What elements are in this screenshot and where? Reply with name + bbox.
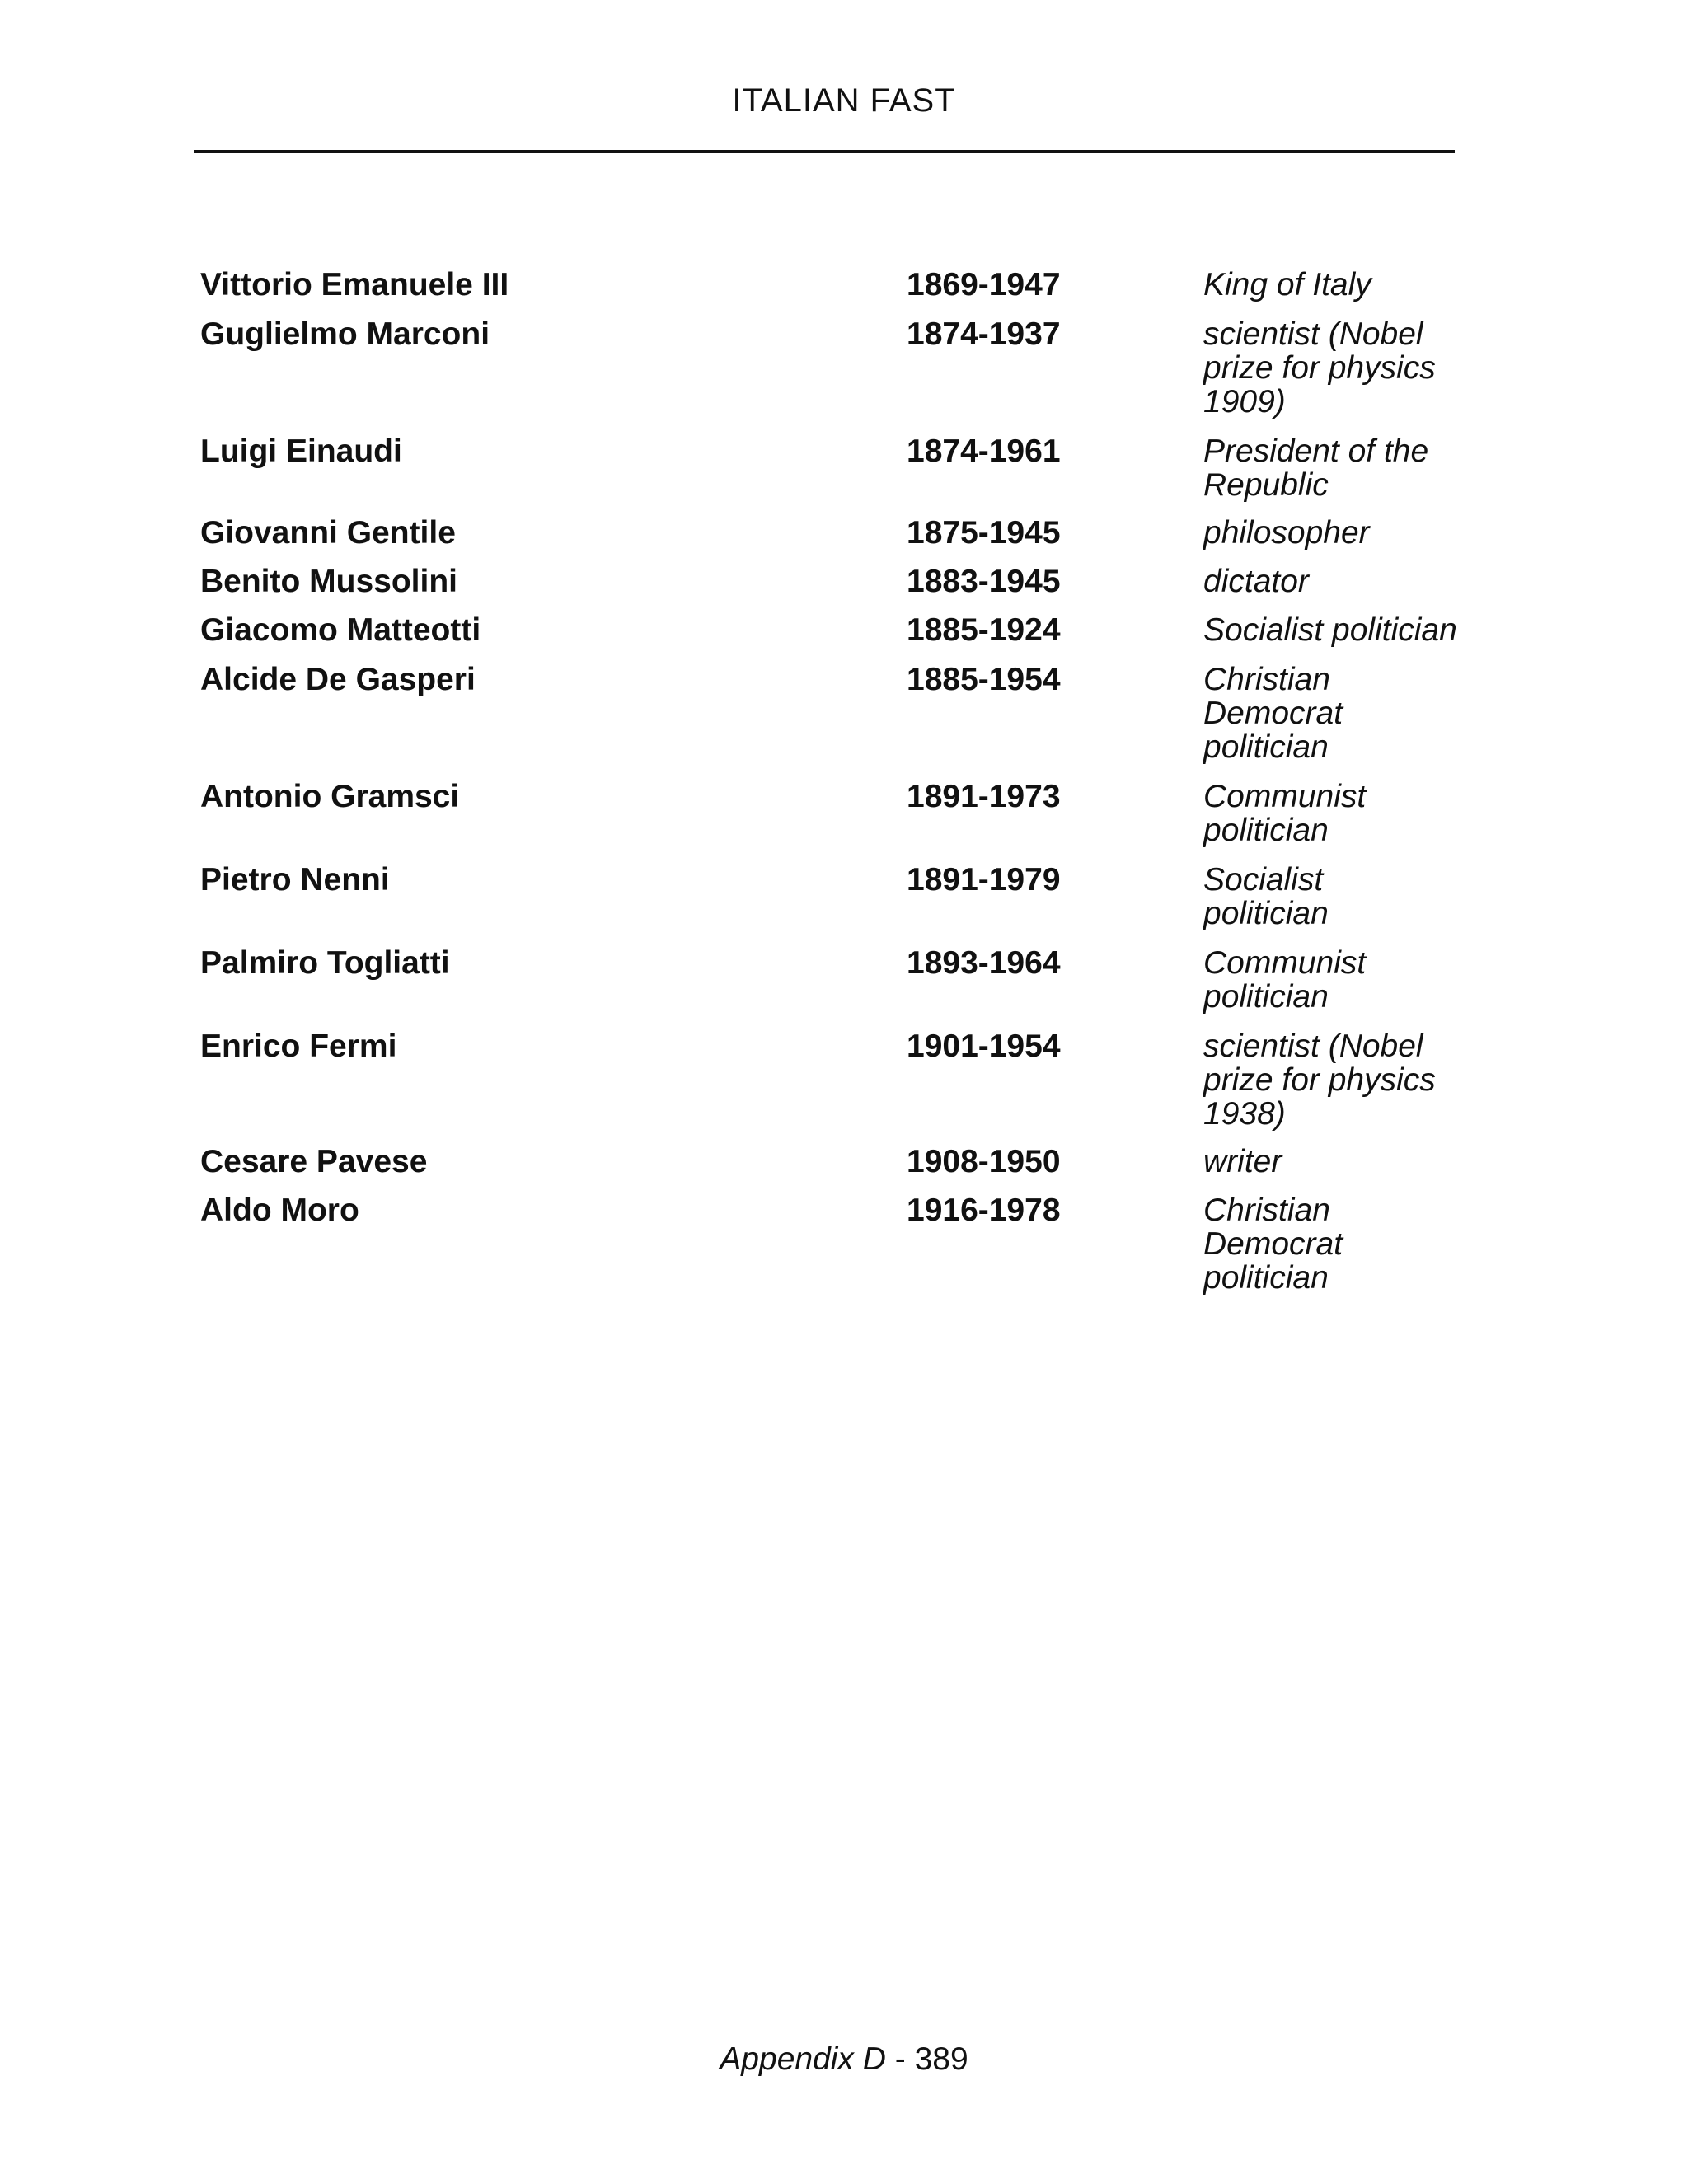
life-years: 1891-1979 xyxy=(907,862,1061,898)
footer-separator: - xyxy=(885,2041,915,2077)
person-name: Vittorio Emanuele III xyxy=(200,267,509,302)
person-name: Giacomo Matteotti xyxy=(200,612,481,648)
appendix-label: Appendix D xyxy=(720,2041,886,2077)
person-role: Communist politician xyxy=(1203,945,1367,1015)
person-role: Socialist politician xyxy=(1203,862,1329,931)
person-role: Socialist politician xyxy=(1203,612,1457,648)
person-name: Antonio Gramsci xyxy=(200,779,460,814)
life-years: 1891-1973 xyxy=(907,779,1061,814)
person-name: Benito Mussolini xyxy=(200,564,457,599)
person-name: Palmiro Togliatti xyxy=(200,945,450,981)
person-role: Communist politician xyxy=(1203,779,1367,848)
person-role: President of the Republic xyxy=(1203,434,1429,503)
life-years: 1883-1945 xyxy=(907,564,1061,599)
person-role: scientist (Nobel prize for physics 1938) xyxy=(1203,1029,1436,1132)
person-role: writer xyxy=(1203,1144,1282,1179)
person-name: Enrico Fermi xyxy=(200,1029,397,1064)
person-role: King of Italy xyxy=(1203,267,1372,302)
person-name: Giovanni Gentile xyxy=(200,515,456,551)
life-years: 1916-1978 xyxy=(907,1193,1061,1228)
running-head: ITALIAN FAST xyxy=(732,82,956,119)
life-years: 1874-1961 xyxy=(907,434,1061,469)
person-role: Christian Democrat politician xyxy=(1203,662,1343,765)
life-years: 1875-1945 xyxy=(907,515,1061,551)
person-role: Christian Democrat politician xyxy=(1203,1193,1343,1296)
person-role: dictator xyxy=(1203,564,1309,599)
life-years: 1908-1950 xyxy=(907,1144,1061,1179)
page-footer xyxy=(0,2040,1688,2079)
person-name: Luigi Einaudi xyxy=(200,434,402,469)
person-name: Pietro Nenni xyxy=(200,862,390,898)
life-years: 1874-1937 xyxy=(907,316,1061,352)
life-years: 1869-1947 xyxy=(907,267,1061,302)
person-role: scientist (Nobel prize for physics 1909) xyxy=(1203,316,1436,419)
person-role: philosopher xyxy=(1203,515,1370,551)
person-name: Alcide De Gasperi xyxy=(200,662,476,697)
life-years: 1885-1924 xyxy=(907,612,1061,648)
life-years: 1901-1954 xyxy=(907,1029,1061,1064)
page-number: 389 xyxy=(914,2041,968,2077)
person-name: Aldo Moro xyxy=(200,1193,359,1228)
life-years: 1885-1954 xyxy=(907,662,1061,697)
person-name: Cesare Pavese xyxy=(200,1144,428,1179)
life-years: 1893-1964 xyxy=(907,945,1061,981)
person-name: Guglielmo Marconi xyxy=(200,316,490,352)
